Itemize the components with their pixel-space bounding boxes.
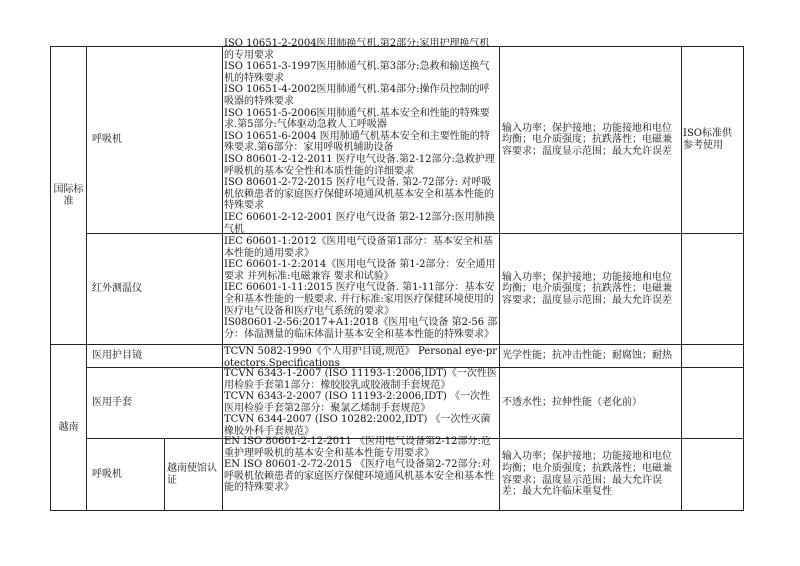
requirements-text: 输入功率；保护接地；功能接地和电位均衡；电介质强度；抗跌落性；电磁兼容要求；温度显示范围；最大允许误差 [502, 122, 672, 157]
requirements-cell [502, 345, 679, 367]
device-name-cell [92, 345, 220, 367]
device-name-cell [92, 47, 220, 233]
standard-item: IEC 60601-1-11:2015 医疗电气设备. 第1-11部分：基本安全和基本性能的一般要求. 并行标准:家用医疗保健环境使用的医疗电气设备和医疗电气系统的要求》 [224, 282, 495, 317]
device-name: 红外测温仪 [92, 283, 142, 295]
standard-item: TCVN 6343-2-2007 (ISO 11193-2:2006,IDT) 《一次性医用检验手套第2部分：聚氯乙烯制手套规范》 [224, 391, 491, 414]
certification-text: 越南使馆认证 [167, 462, 217, 486]
remark-cell [683, 47, 741, 233]
col-border [499, 46, 500, 510]
standard-item: IEC 60601-1-2:2014《医用电气设备 第1-2部分：安全通用要求 并列标准:电磁兼容 要求和试验》 [224, 259, 496, 282]
col-border [681, 46, 682, 510]
standard-item: IEC 60601-2-12-2001 医疗电气设备 第2-12部分:医用肺换气机 [224, 211, 495, 233]
standard-item: ISO 80601-2-12-2011 医疗电气设备.第2-12部分:急救护理呼吸机的基本安全性和本质性能的详细要求 [224, 153, 495, 177]
device-name-cell [92, 234, 220, 344]
col-border [743, 46, 744, 510]
col-border [164, 438, 165, 510]
requirements-cell [502, 47, 679, 233]
requirements-text: 输入功率；保护接地；功能接地和电位均衡；电介质强度；抗跌落性；电磁兼容要求；温度显示范围；最大允许误差 [502, 271, 672, 306]
standards-cell [224, 38, 498, 233]
standards-cell [224, 368, 498, 438]
standard-item: ISO 80601-2-72-2015 医疗电气设备. 第2-72部分: 对呼吸机依赖患者的家庭医疗保健环境通风机基本安全和基本性能的特殊要求 [224, 177, 494, 212]
requirements-cell [502, 439, 679, 510]
standard-item: ISO 10651-2-2004医用肺换气机.第2部分:家用护理换气机的专用要求 [224, 38, 490, 61]
device-name-cell [92, 368, 220, 438]
standard-item: ISO 10651-6-2004 医用肺通气机基本安全和主要性能的特殊要求.第6部分：家用呼吸机辅助设备 [224, 130, 490, 154]
standard-item: ISO 10651-3-1997医用肺通气机.第3部分:急救和输送换气机的特殊要求 [224, 61, 490, 84]
certification-cell [167, 439, 220, 510]
device-name-cell [92, 439, 162, 510]
region-name: 越南 [58, 421, 79, 433]
requirements-text: 不透水性；拉伸性能（老化前） [502, 397, 642, 409]
requirements-cell [502, 368, 679, 438]
standards-cell [224, 236, 498, 344]
standard-item: IEC 60601-1:2012《医用电气设备第1部分：基本安全和基本性能的通用要求》 [224, 236, 493, 259]
standard-item: EN ISO 80601-2-72-2015 《医疗电气设备第2-72部分:对呼吸机依赖患者的家庭医疗保健环境通风机基本安全和基本性能的特殊要求》 [224, 459, 494, 494]
standard-item: ISO 10651-4-2002医用肺通气机.第4部分:操作员控制的呼吸器的特殊要求 [224, 84, 490, 107]
standard-item: IS080601-2-56:2017+A1:2018《医用电气设备 第2-56 部分：体温测量的临床体温计基本安全和基本性能的特殊要求》 [224, 317, 498, 340]
device-name: 医用手套 [92, 397, 132, 409]
row-border [50, 510, 744, 511]
device-name: 呼吸机 [92, 134, 122, 146]
requirements-cell [502, 234, 679, 344]
remark-text: ISO标准供参考使用 [683, 128, 732, 151]
standards-cell [224, 436, 498, 510]
standards-cell [224, 346, 498, 367]
standard-item: TCVN 5082-1990《个人用护目镜,规范》 Personal eye-protectors.Specifications [224, 346, 498, 367]
requirements-text: 光学性能；抗冲击性能；耐腐蚀；耐热 [502, 350, 672, 362]
standard-item: ISO 10651-5-2006医用肺通气机.基本安全和性能的特殊要求.第5部分:气体驱动急救人工呼吸器 [224, 107, 490, 131]
region-name: 国际标准 [53, 183, 84, 207]
standard-item: TCVN 6343-1-2007 (ISO 11193-1:2006,IDT)《一次性医用检验手套第1部分：橡胶胶乳或胶液制手套规范》 [224, 368, 497, 391]
col-border [222, 46, 223, 510]
standard-item: EN ISO 80601-2-12-2011 《医用电气设备第2-12部分:危重护理呼吸机的基本安全和基本性能专用要求》 [224, 436, 491, 459]
standard-item: TCVN 6344-2007 (ISO 10282:2002,IDT) 《一次性灭菌橡胶外科手套规范》 [224, 414, 491, 437]
requirements-text: 输入功率；保护接地；功能接地和电位均衡；电介质强度；抗跌落性；电磁兼容要求；温度显示范围；最大允许误差；最大允许临床重复性 [502, 451, 672, 498]
region-label [51, 47, 86, 344]
device-name: 呼吸机 [92, 468, 122, 480]
col-border [86, 46, 87, 510]
region-label [51, 345, 86, 510]
device-name: 医用护目镜 [92, 350, 142, 362]
